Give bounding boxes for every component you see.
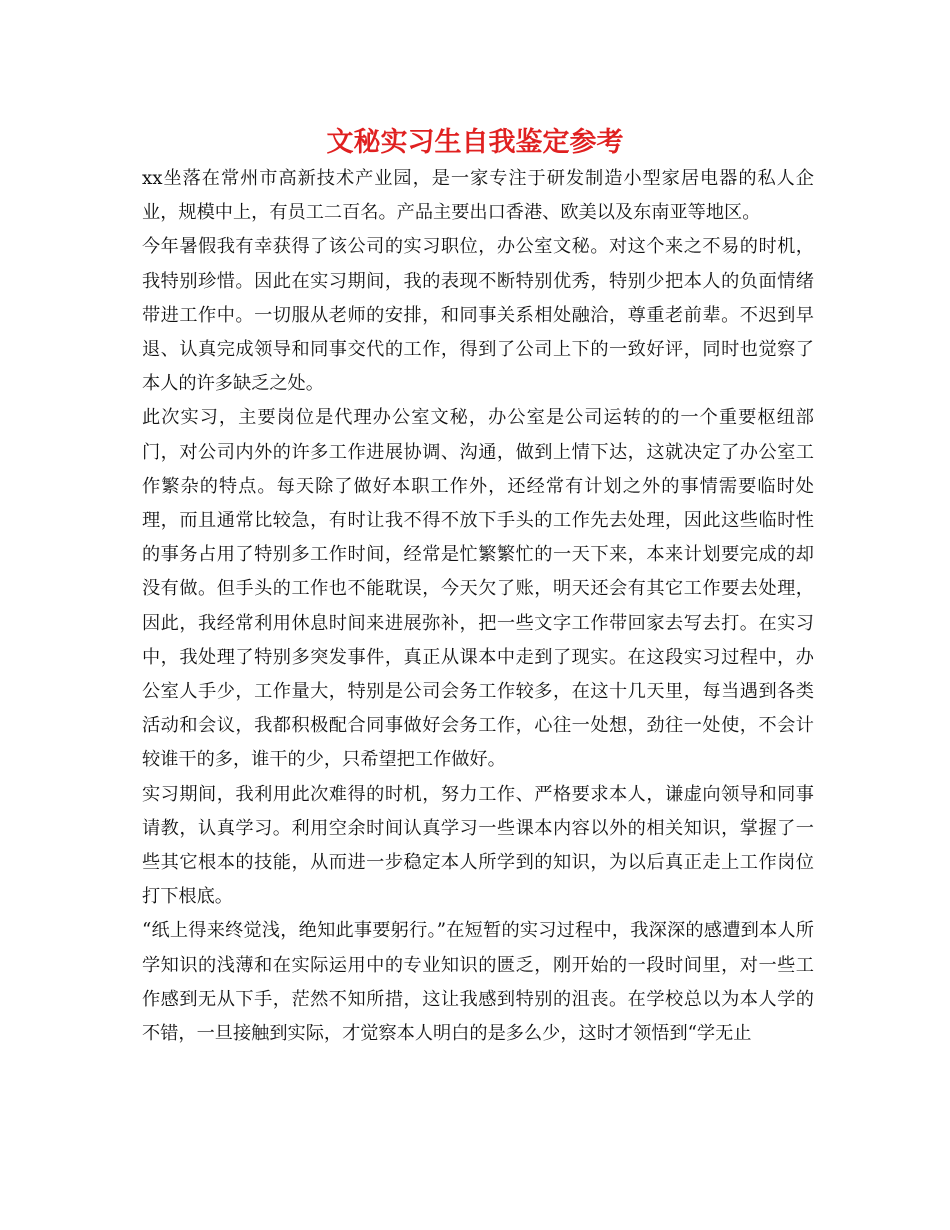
document-title: 文秘实习生自我鉴定参考 bbox=[326, 127, 624, 158]
paragraph-company-intro: xx坐落在常州市高新技术产业园，是一家专注于研发制造小型家居电器的私人企业，规模中上，有员工二百名。产品主要出口香港、欧美以及东南亚等地区。 bbox=[142, 168, 814, 224]
paragraph-learning: 实习期间，我利用此次难得的时机，努力工作、严格要求本人，谦虚向领导和同事请教，认真学习。利用空余时间认真学习一些课本内容以外的相关知识，掌握了一些其它根本的技能，从而进一步稳定本人所学到的知识，为以后真正走上工作岗位打下根底。 bbox=[142, 783, 814, 908]
paragraph-main-duties: 此次实习，主要岗位是代理办公室文秘，办公室是公司运转的的一个重要枢纽部门，对公司内外的许多工作进展协调、沟通，做到上情下达，这就决定了办公室工作繁杂的特点。每天除了做好本职工作外，还经常有计划之外的事情需要临时处理，而且通常比较急，有时让我不得不放下手头的工作先去处理，因此这些临时性的事务占用了特别多工作时间，经常是忙繁繁忙的一天下来，本来计划要完成的却没有做。但手头的工作也不能耽误，今天欠了账，明天还会有其它工作要去处理，因此，我经常利用休息时间来进展弥补，把一些文字工作带回家去写去打。在实习中，我处理了特别多突发事件，真正从课本中走到了现实。在这段实习过程中，办公室人手少，工作量大，特别是公司会务工作较多，在这十几天里，每当遇到各类活动和会议，我都积极配合同事做好会务工作，心往一处想，劲往一处使，不会计较谁干的多，谁干的少，只希望把工作做好。 bbox=[142, 407, 814, 771]
paragraph-internship-position: 今年暑假我有幸获得了该公司的实习职位，办公室文秘。对这个来之不易的时机，我特别珍惜。因此在实习期间，我的表现不断特别优秀，特别少把本人的负面情绪带进工作中。一切服从老师的安排，和同事关系相处融洽，尊重老前辈。不迟到早退、认真完成领导和同事交代的工作，得到了公司上下的一致好评，同时也觉察了本人的许多缺乏之处。 bbox=[142, 236, 814, 395]
document-body bbox=[142, 162, 814, 1051]
paragraph-reflection: “纸上得来终觉浅，绝知此事要躬行。”在短暂的实习过程中，我深深的感遭到本人所学知识的浅薄和在实际运用中的专业知识的匮乏，刚开始的一段时间里，对一些工作感到无从下手，茫然不知所措，这让我感到特别的沮丧。在学校总以为本人学的不错，一旦接触到实际，才觉察本人明白的是多么少，这时才领悟到“学无止 bbox=[142, 920, 814, 1045]
